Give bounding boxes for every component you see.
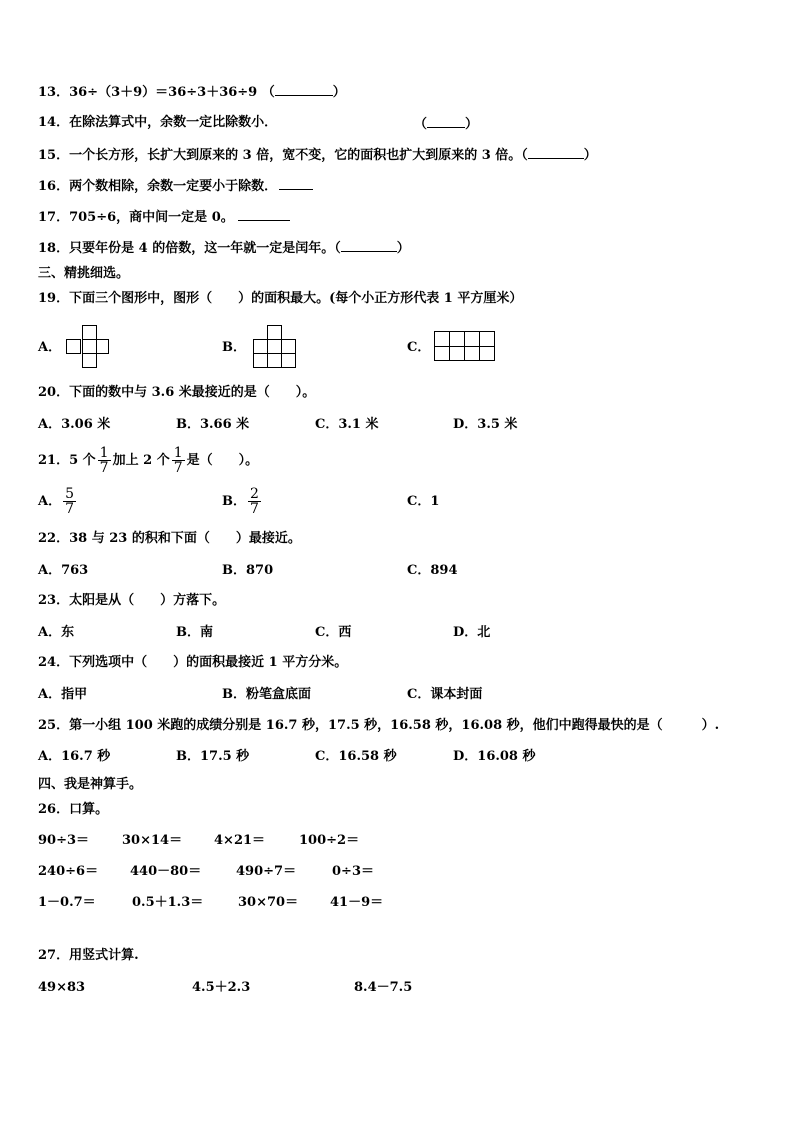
vertical-calc-item: 4.5＋2.3 [192, 980, 251, 995]
option-a[interactable] [38, 482, 78, 522]
question-15-text: 15．一个长方形，长扩大到原来的 3 倍，宽不变，它的面积也扩大到原来的 3 倍。（ [38, 148, 528, 163]
answer-blank[interactable] [275, 83, 333, 96]
option-c-label: C． [407, 340, 431, 355]
option-b[interactable] [222, 482, 263, 522]
question-24: 24．下列选项中（ ）的面积最接近 1 平方分米。 [38, 655, 348, 670]
paren-close: ） [396, 241, 410, 256]
answer-blank[interactable] [238, 208, 290, 221]
option-a[interactable]: A．东 [38, 625, 75, 640]
question-26-title: 26．口算。 [38, 802, 109, 817]
calc-item: 100÷2＝ [299, 833, 360, 848]
paren-open: （ [414, 117, 428, 132]
fraction-denominator: 7 [250, 501, 259, 517]
calc-item: 30×14＝ [122, 833, 183, 848]
answer-blank[interactable] [341, 239, 397, 252]
section-4-heading: 四、我是神算手。 [38, 777, 143, 792]
fraction-one-seventh [98, 446, 111, 475]
question-13-text: 13．36÷（3＋9）＝36÷3＋36÷9 （ [38, 85, 275, 100]
option-c[interactable]: C．894 [407, 563, 458, 578]
fraction-denominator: 7 [173, 460, 183, 476]
option-b[interactable]: B．粉笔盒底面 [222, 687, 311, 702]
vertical-calc-item: 8.4－7.5 [354, 980, 413, 995]
option-d[interactable]: D．3.5 米 [453, 417, 518, 432]
option-a[interactable]: A．16.7 秒 [38, 749, 111, 764]
question-18 [38, 239, 410, 257]
option-d[interactable]: D．北 [453, 625, 491, 640]
question-14-answer [414, 115, 478, 133]
answer-blank[interactable] [279, 177, 313, 190]
option-c[interactable]: C．16.58 秒 [315, 749, 397, 764]
option-a-label: A． [38, 340, 62, 355]
shape-a-figure [66, 325, 110, 369]
calc-item: 440－80＝ [130, 864, 202, 879]
option-d[interactable]: D．16.08 秒 [453, 749, 536, 764]
question-22: 22．38 与 23 的积和下面（ ）最接近。 [38, 531, 301, 546]
calc-item: 0.5＋1.3＝ [132, 895, 204, 910]
shape-c-figure [434, 331, 498, 363]
fraction-numerator: 1 [173, 445, 183, 461]
question-17 [38, 208, 290, 226]
option-b[interactable]: B．3.66 米 [176, 417, 250, 432]
option-c[interactable]: C．3.1 米 [315, 417, 379, 432]
vertical-calc-item: 49×83 [38, 980, 86, 995]
question-21-part2: 加上 2 个 [112, 453, 170, 468]
question-18-text: 18．只要年份是 4 的倍数，这一年就一定是闰年。（ [38, 241, 341, 256]
option-b[interactable]: B．南 [176, 625, 213, 640]
option-c[interactable]: C．课本封面 [407, 687, 483, 702]
fraction-denominator: 7 [65, 501, 75, 517]
section-3-heading: 三、精挑细选。 [38, 266, 130, 281]
question-21-part1: 21．5 个 [38, 453, 96, 468]
question-27-title: 27．用竖式计算. [38, 948, 139, 963]
question-14-text: 14．在除法算式中，余数一定比除数小． [38, 115, 278, 130]
calc-item: 90÷3＝ [38, 833, 90, 848]
option-b[interactable]: B．17.5 秒 [176, 749, 250, 764]
calc-item: 490÷7＝ [236, 864, 297, 879]
question-23: 23．太阳是从（ ）方落下。 [38, 593, 226, 608]
fraction-option-a [63, 487, 76, 516]
fraction-numerator: 5 [65, 486, 75, 502]
option-a[interactable]: A．763 [38, 563, 89, 578]
option-b[interactable]: B．870 [222, 563, 274, 578]
question-20: 20．下面的数中与 3.6 米最接近的是（ ）。 [38, 385, 316, 400]
answer-blank[interactable] [528, 146, 584, 159]
calc-item: 4×21＝ [214, 833, 266, 848]
question-16-text: 16．两个数相除，余数一定要小于除数． [38, 179, 278, 194]
fraction-option-b [248, 487, 261, 516]
option-a[interactable]: A．3.06 米 [38, 417, 111, 432]
paren-close: ） [332, 85, 346, 100]
question-21 [38, 441, 258, 481]
calc-item: 0÷3＝ [332, 864, 374, 879]
paren-close: ） [465, 117, 479, 132]
calc-item: 30×70＝ [238, 895, 299, 910]
calc-item: 41－9＝ [330, 895, 384, 910]
question-13 [38, 83, 346, 101]
paren-close: ） [583, 148, 597, 163]
calc-item: 240÷6＝ [38, 864, 99, 879]
fraction-numerator: 1 [99, 445, 109, 461]
question-21-part3: 是（ ）。 [186, 453, 259, 468]
question-16 [38, 177, 313, 195]
option-a[interactable]: A．指甲 [38, 687, 88, 702]
option-b-label: B． [222, 340, 246, 355]
shape-b-figure [252, 325, 298, 371]
option-b-label: B． [222, 494, 246, 509]
calc-item: 1－0.7＝ [38, 895, 96, 910]
question-15 [38, 146, 597, 164]
fraction-denominator: 7 [99, 460, 109, 476]
question-17-text: 17．705÷6，商中间一定是 0。 [38, 210, 234, 225]
fraction-one-seventh [172, 446, 185, 475]
question-14 [38, 115, 277, 131]
question-25: 25．第一小组 100 米跑的成绩分别是 16.7 秒，17.5 秒，16.58 秒，16.08 秒，他们中跑得最快的是（ ）. [38, 718, 720, 733]
answer-blank[interactable] [427, 115, 465, 128]
option-c[interactable]: C．西 [315, 625, 352, 640]
option-c[interactable]: C．1 [407, 494, 440, 509]
fraction-numerator: 2 [250, 486, 259, 502]
question-19: 19．下面三个图形中，图形（ ）的面积最大。(每个小正方形代表 1 平方厘米） [38, 291, 523, 306]
option-a-label: A． [38, 494, 62, 509]
